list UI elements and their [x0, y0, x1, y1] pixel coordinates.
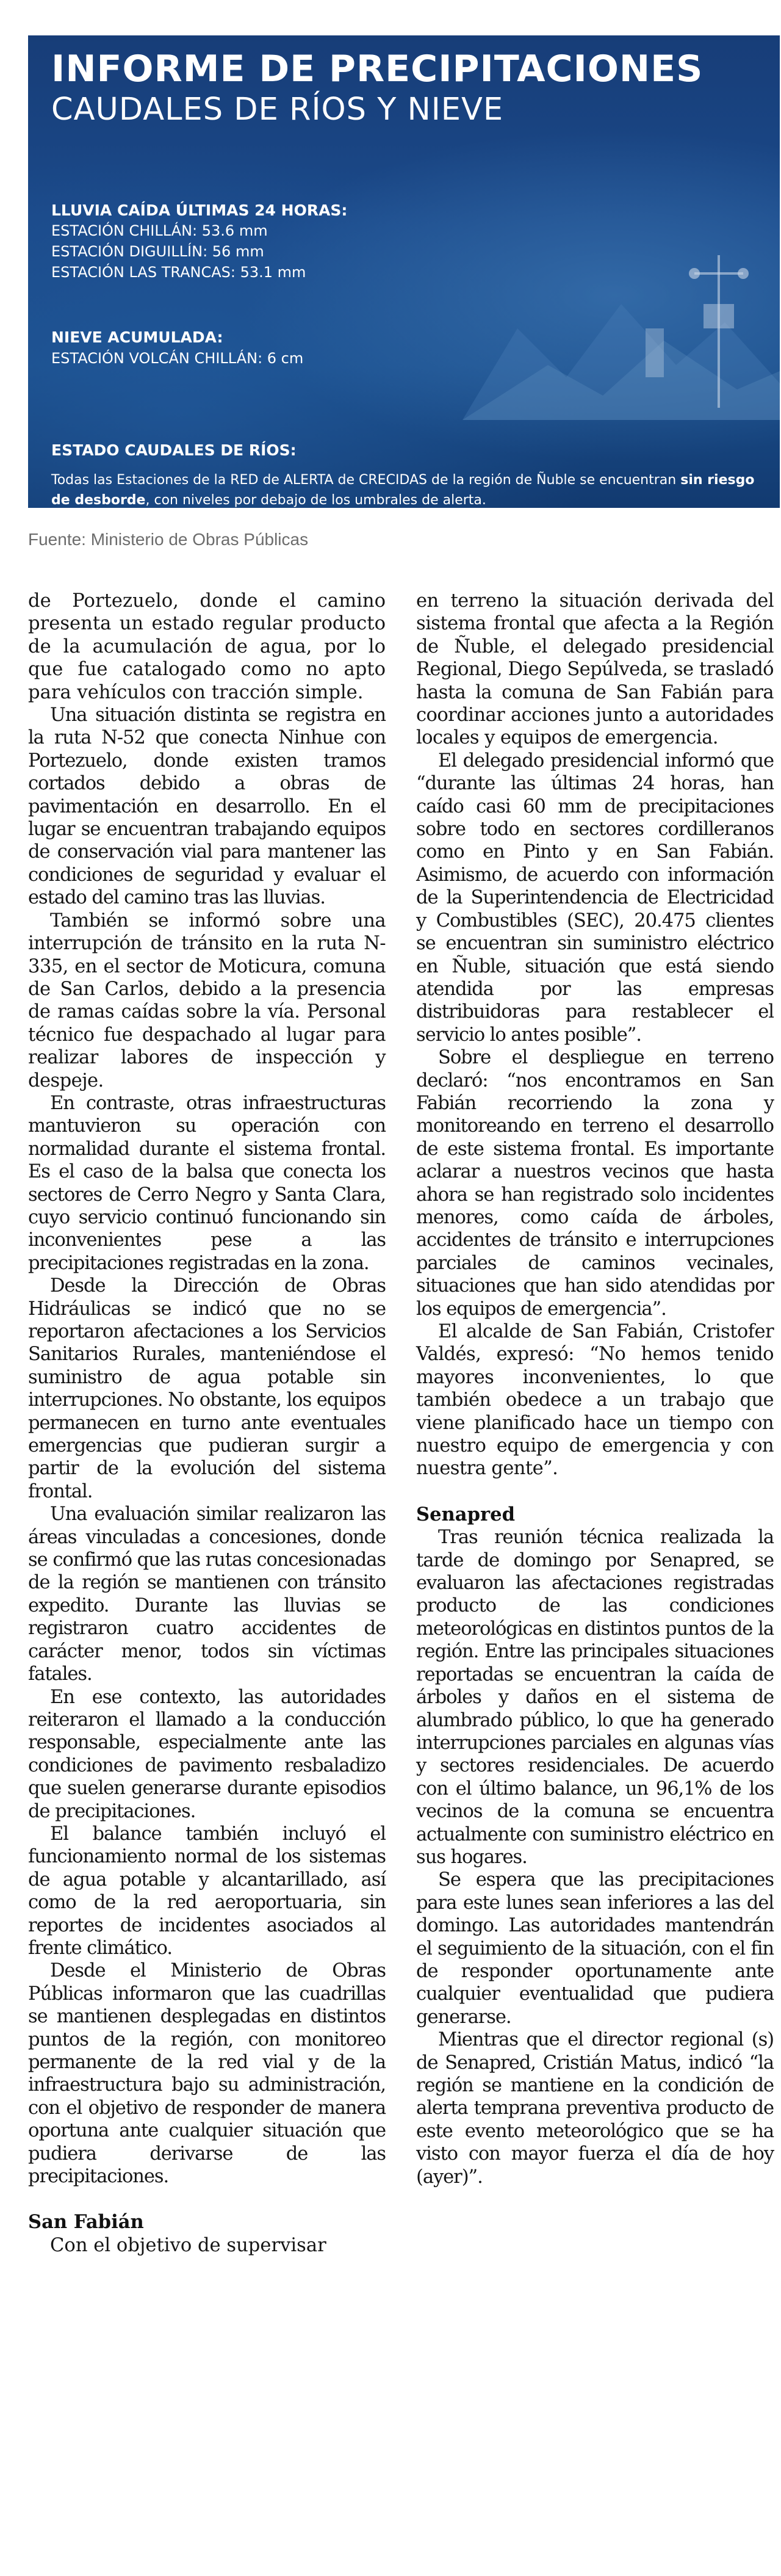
paragraph: Mientras que el director regional (s) de Senapred, Cristián Matus, indicó “la región se mantiene en la condición de alerta temprana preventiva producto de este evento meteorológico que se ha visto con mayor fuerza el día de hoy (ayer)”.	[416, 2029, 774, 2188]
paragraph: Una situación distinta se registra en la ruta N-52 que conecta Ninhue con Portezuelo, donde existen tramos cortados debido a obras de pavimentación en desarrollo. En el lugar se encuentran trabajando equipos de conservación vial para mantener las condiciones de seguridad y evaluar el estado del camino tras las lluvias.	[28, 704, 386, 909]
paragraph: Desde la Dirección de Obras Hidráulicas se indicó que no se reportaron afectaciones a los Servicios Sanitarios Rurales, manteniéndose el suministro de agua potable sin interrupciones. No obstante, los equipos permanecen en turno ante eventuales emergencias que pudieran surgir a partir de la evolución del sistema frontal.	[28, 1275, 386, 1502]
rain-station-chillan: ESTACIÓN CHILLÁN: 53.6 mm	[51, 222, 268, 239]
rivers-heading: ESTADO CAUDALES DE RÍOS:	[51, 441, 297, 459]
subheading-senapred: Senapred	[416, 1503, 515, 1525]
paragraph: En contraste, otras infraestructuras mantuvieron su operación con normalidad durante el sistema frontal. Es el caso de la balsa que conecta los sectores de Cerro Negro y Santa Clara, cuyo servicio continuó funcionando sin inconvenientes pese a las precipitaciones registradas en la zona.	[28, 1092, 386, 1274]
paragraph: El delegado presidencial informó que “durante las últimas 24 horas, han caído casi 60 mm de precipitaciones sobre todo en sectores cordilleranos como en Pinto y en San Fabián. Asimismo, de acuerdo con información de la Superintendencia de Electricidad y Combustibles (SEC), 20.475 clientes se encuentran sin suministro eléctrico en Ñuble, situación que está siendo atendida por las empresas distribuidoras para restablecer el servicio lo antes posible”.	[416, 750, 774, 1046]
paragraph: También se informó sobre una interrupción de tránsito en la ruta N-335, en el sector de Moticura, comuna de San Carlos, debido a la presencia de ramas caídas sobre la vía. Personal técnico fue despachado al lugar para realizar labores de inspección y despeje.	[28, 910, 386, 1091]
article-column-right	[416, 590, 774, 2188]
paragraph: de Portezuelo, donde el camino presenta un estado regular producto de la acumulación de agua, por lo que fue catalogado como no apto para vehículos con tracción simple.	[28, 590, 386, 703]
subheading-san-fabian: San Fabián	[28, 2211, 144, 2234]
paragraph: Desde el Ministerio de Obras Públicas informaron que las cuadrillas se mantienen desplegadas en distintos puntos de la región, con monitoreo permanente de la red vial y de la infraestructura bajo su administración, con el objetivo de responder de manera oportuna ante cualquier situación que pudiera derivarse de las precipitaciones.	[28, 1960, 386, 2188]
paragraph: Con el objetivo de supervisar	[50, 2234, 326, 2256]
article-column-left	[28, 590, 386, 2257]
rain-station-diguillin: ESTACIÓN DIGUILLÍN: 56 mm	[51, 243, 264, 260]
rain-station-las-trancas: ESTACIÓN LAS TRANCAS: 53.1 mm	[51, 264, 306, 281]
weather-station-illustration	[462, 237, 780, 420]
paragraph: Una evaluación similar realizaron las áreas vinculadas a concesiones, donde se confirmó que las rutas concesionadas de la región se mantienen con tránsito expedito. Durante las lluvias se registraron cuatro accidentes de carácter menor, todos sin víctimas fatales.	[28, 1503, 386, 1685]
paragraph: Tras reunión técnica realizada la tarde de domingo por Senapred, se evaluaron las afectaciones registradas producto de las condiciones meteorológicas en distintos puntos de la región. Entre las principales situaciones reportadas se encuentran la caída de árboles y daños en el sistema de alumbrado público, lo que ha generado interrupciones parciales en algunas vías y sectores residenciales. De acuerdo con el último balance, un 96,1% de los vecinos de la comuna se encuentra actualmente con suministro eléctrico en sus hogares.	[416, 1527, 774, 1868]
snow-station-volcan-chillan: ESTACIÓN VOLCÁN CHILLÁN: 6 cm	[51, 350, 304, 367]
infographic-panel	[28, 35, 780, 508]
rain-heading: LLUVIA CAÍDA ÚLTIMAS 24 HORAS:	[51, 201, 348, 219]
paragraph: El balance también incluyó el funcionamiento normal de los sistemas de agua potable y alcantarillado, así como de la red aeroportuaria, sin reportes de incidentes asociados al frente climático.	[28, 1823, 386, 1959]
paragraph: En ese contexto, las autoridades reiteraron el llamado a la conducción responsable, especialmente ante las condiciones de pavimento resbaladizo que suelen generarse durante episodios de precipitaciones.	[28, 1686, 386, 1822]
paragraph: en terreno la situación derivada del sistema frontal que afecta a la Región de Ñuble, el delegado presidencial Regional, Diego Sepúlveda, se trasladó hasta la comuna de San Fabián para coordinar acciones junto a autoridades locales y equipos de emergencia.	[416, 590, 774, 749]
rivers-status-text: Todas las Estaciones de la RED de ALERTA de CRECIDAS de la región de Ñuble se encuentran sin riesgo de desborde, con niveles por debajo de los umbrales de alerta.	[51, 472, 755, 508]
infographic-subtitle: CAUDALES DE RÍOS Y NIEVE	[51, 92, 504, 128]
image-caption: Fuente: Ministerio de Obras Públicas	[28, 530, 309, 549]
paragraph: Se espera que las precipitaciones para este lunes sean inferiores a las del domingo. Las autoridades mantendrán el seguimiento de la situación, con el fin de responder oportunamente ante cualquier eventualidad que pudiera generarse.	[416, 1869, 774, 2028]
paragraph: El alcalde de San Fabián, Cristofer Valdés, expresó: “No hemos tenido mayores inconvenientes, lo que también obedece a un trabajo que viene planificado hace un tiempo con nuestro equipo de emergencia y con nuestra gente”.	[416, 1321, 774, 1480]
snow-heading: NIEVE ACUMULADA:	[51, 328, 223, 346]
infographic-title: INFORME DE PRECIPITACIONES	[51, 48, 704, 90]
paragraph: Sobre el despliegue en terreno declaró: “nos encontramos en San Fabián recorriendo la zona y monitoreando en terreno el desarrollo de este sistema frontal. Es importante aclarar a nuestros vecinos que hasta ahora se han registrado solo incidentes menores, como caída de árboles, accidentes de tránsito e interrupciones parciales de caminos vecinales, situaciones que han sido atendidas por los equipos de emergencia”.	[416, 1047, 774, 1320]
